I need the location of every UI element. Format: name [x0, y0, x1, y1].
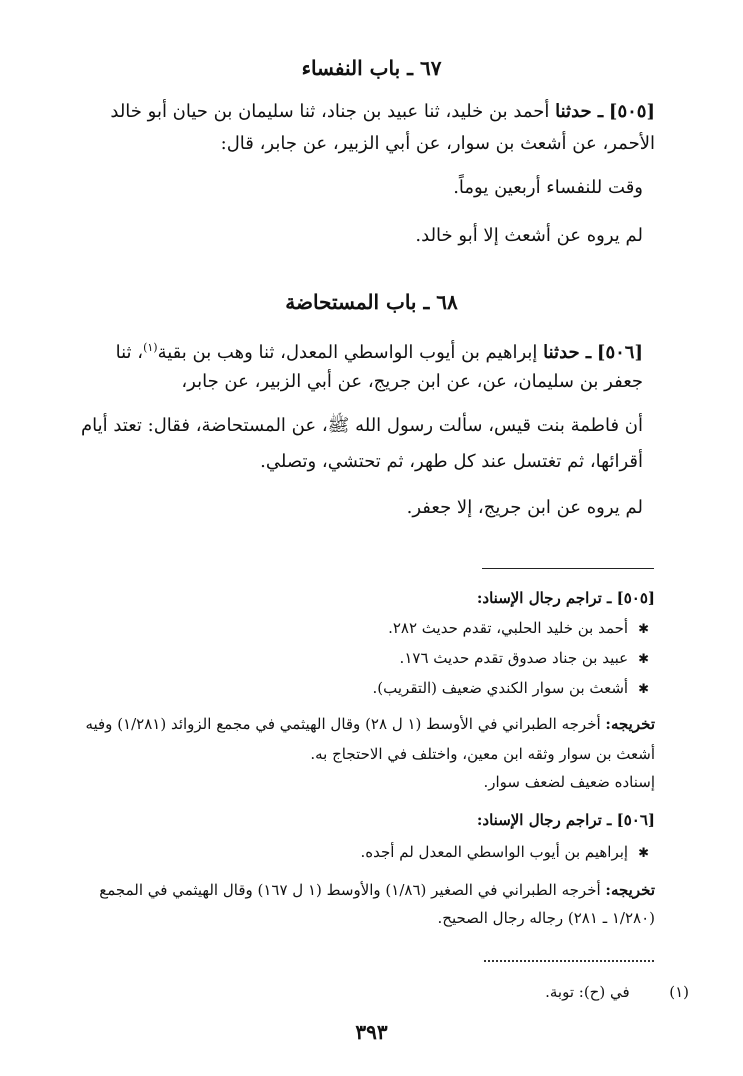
hadith-506-text-line2: أقرائها، ثم تغتسل عند كل طهر، ثم تحتشي، وتصلي. — [260, 451, 643, 472]
footnote-ref-1[interactable]: (١) — [143, 341, 158, 354]
fn506-item-1: ✱إبراهيم بن أيوب الواسطي المعدل لم أجده. — [360, 843, 649, 861]
hadith-506-line1 — [116, 336, 643, 365]
chapter-68-heading: ٦٨ ـ باب المستحاضة — [285, 290, 458, 314]
bullet-star-icon: ✱ — [638, 652, 649, 667]
marginal-note — [545, 982, 689, 1002]
bullet-star-icon: ✱ — [638, 682, 649, 697]
fn506-takhrij-line1: تخريجه: أخرجه الطبراني في الصغير (١/٨٦) والأوسط (١ ل ١٦٧) وقال الهيثمي في المجمع — [99, 881, 655, 899]
hadith-505-line2: الأحمر، عن أشعث بن سوار، عن أبي الزبير، عن جابر، قال: — [220, 133, 655, 154]
hadith-506-text-line1: أن فاطمة بنت قيس، سألت رسول الله ﷺ، عن المستحاضة، فقال: تعتد أيام — [80, 415, 643, 436]
hadith-505-haddathana: ـ حدثنا — [555, 101, 604, 122]
hadith-506-isnad-end: ، ثنا — [115, 342, 144, 363]
fn505-label: [٥٠٥] ـ تراجم رجال الإسناد: — [476, 589, 655, 607]
fn506-takhrij-label: تخريجه: — [605, 881, 655, 899]
hadith-505-line1 — [110, 100, 655, 124]
hadith-505-isnad: أحمد بن خليد، ثنا عبيد بن جناد، ثنا سليمان بن حيان أبو خالد — [110, 101, 550, 122]
fn505-takhrij-line3: إسناده ضعيف لضعف سوار. — [483, 773, 655, 791]
hadith-506-haddathana: ـ حدثنا — [543, 342, 592, 363]
hadith-506-note: لم يروه عن ابن جريج، إلا جعفر. — [406, 497, 643, 518]
bullet-star-icon: ✱ — [638, 846, 649, 861]
fn505-item-2: ✱عبيد بن جناد صدوق تقدم حديث ١٧٦. — [399, 649, 649, 667]
footnote-separator — [482, 568, 654, 569]
hadith-505-note: لم يروه عن أشعث إلا أبو خالد. — [415, 225, 643, 246]
chapter-67-heading: ٦٧ ـ باب النفساء — [301, 56, 442, 80]
hadith-506-line2: جعفر بن سليمان، عن، عن ابن جريج، عن أبي الزبير، عن جابر، — [181, 371, 643, 392]
fn505-takhrij-label: تخريجه: — [605, 715, 655, 733]
marginal-note-separator — [484, 960, 654, 962]
bullet-star-icon: ✱ — [638, 622, 649, 637]
marginal-note-text: في (ح): توبة. — [545, 983, 630, 1001]
fn505-item-3: ✱أشعث بن سوار الكندي ضعيف (التقريب). — [372, 679, 649, 697]
hadith-505-number: [٥٠٥] — [608, 101, 655, 122]
fn505-item-1: ✱أحمد بن خليد الحلبي، تقدم حديث ٢٨٢. — [388, 619, 649, 637]
fn505-takhrij-line2: أشعث بن سوار وثقه ابن معين، واختلف في الاحتجاج به. — [310, 745, 655, 763]
marginal-note-number: (١) — [669, 983, 689, 1001]
hadith-506-number: [٥٠٦] — [596, 342, 643, 363]
hadith-505-text: وقت للنفساء أربعين يوماً. — [453, 177, 643, 198]
hadith-506-isnad: إبراهيم بن أيوب الواسطي المعدل، ثنا وهب بن بقية — [157, 342, 538, 363]
fn506-label: [٥٠٦] ـ تراجم رجال الإسناد: — [476, 811, 655, 829]
fn505-takhrij-line1: تخريجه: أخرجه الطبراني في الأوسط (١ ل ٢٨) وقال الهيثمي في مجمع الزوائد (١/٢٨١) وفيه — [85, 715, 655, 733]
page-number: ٣٩٣ — [355, 1020, 388, 1044]
fn506-takhrij-line2: (١/٢٨٠ ـ ٢٨١) رجاله رجال الصحيح. — [437, 909, 655, 927]
